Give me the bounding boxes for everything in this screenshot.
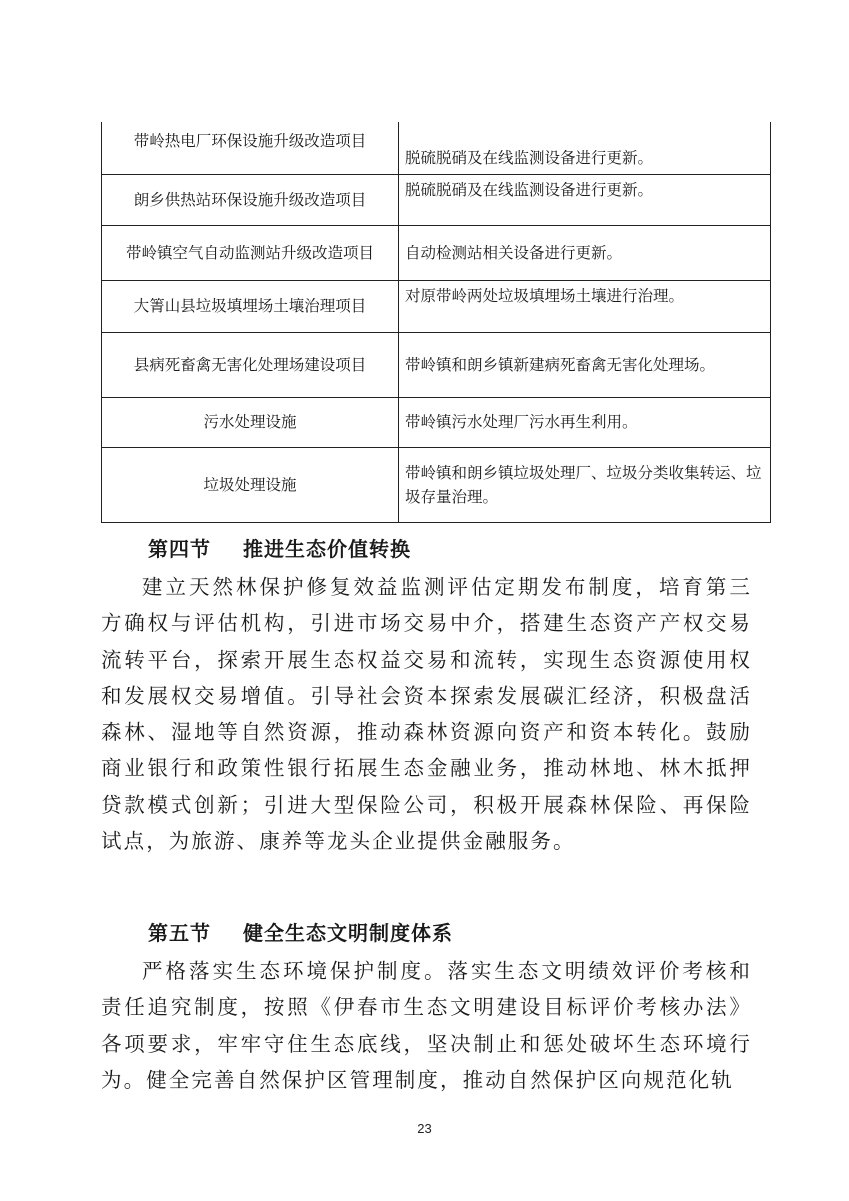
section-4-heading: [148, 533, 411, 562]
table-cell-project: 带岭镇空气自动监测站升级改造项目: [102, 225, 399, 280]
table-cell-content: 对原带岭两处垃圾填埋场土壤进行治理。: [399, 280, 771, 332]
table-cell-content: 脱硫脱硝及在线监测设备进行更新。: [399, 174, 771, 225]
section-4-title: 推进生态价值转换: [243, 537, 411, 561]
section-5-heading: [148, 917, 453, 946]
section-4-number: 第四节: [148, 537, 211, 561]
table-cell-content: 脱硫脱硝及在线监测设备进行更新。: [399, 122, 771, 174]
table-cell-project: 大箐山县垃圾填埋场土壤治理项目: [102, 280, 399, 332]
table-row: [102, 280, 771, 332]
section-4-body: 建立天然林保护修复效益监测评估定期发布制度，培育第三方确权与评估机构，引进市场交易中介，搭建生态资产产权交易流转平台，探索开展生态权益交易和流转，实现生态资源使用权和发展权交易增值。引导社会资本探索发展碳汇经济，积极盘活森林、湿地等自然资源，推动森林资源向资产和资本转化。鼓励商业银行和政策性银行拓展生态金融业务，推动林地、林木抵押贷款模式创新；引进大型保险公司，积极开展森林保险、再保险试点，为旅游、康养等龙头企业提供金融服务。: [101, 575, 752, 854]
section-5-body: 严格落实生态环境保护制度。落实生态文明绩效评价考核和责任追究制度，按照《伊春市生态文明建设目标评价考核办法》各项要求，牢牢守住生态底线，坚决制止和惩处破坏生态环境行为。健全完善自然保护区管理制度，推动自然保护区向规范化轨: [101, 959, 752, 1092]
table-row: [102, 447, 771, 522]
table-cell-content: 带岭镇和朗乡镇垃圾处理厂、垃圾分类收集转运、垃圾存量治理。: [399, 447, 771, 522]
table-row: [102, 174, 771, 225]
project-table-grid: [101, 122, 771, 523]
table-row: [102, 332, 771, 397]
table-cell-content: 带岭镇和朗乡镇新建病死畜禽无害化处理场。: [399, 332, 771, 397]
table-cell-project: 带岭热电厂环保设施升级改造项目: [102, 122, 399, 174]
table-cell-content: 带岭镇污水处理厂污水再生利用。: [399, 397, 771, 447]
table-row: [102, 225, 771, 280]
table-cell-content: 自动检测站相关设备进行更新。: [399, 225, 771, 280]
table-cell-project: 朗乡供热站环保设施升级改造项目: [102, 174, 399, 225]
table-row: [102, 397, 771, 447]
project-table: [101, 122, 768, 523]
table-cell-project: 垃圾处理设施: [102, 447, 399, 522]
section-5-title: 健全生态文明制度体系: [243, 921, 453, 945]
section-5-number: 第五节: [148, 921, 211, 945]
page-number: 23: [417, 1121, 432, 1136]
table-cell-project: 县病死畜禽无害化处理场建设项目: [102, 332, 399, 397]
table-row: [102, 122, 771, 174]
table-cell-project: 污水处理设施: [102, 397, 399, 447]
